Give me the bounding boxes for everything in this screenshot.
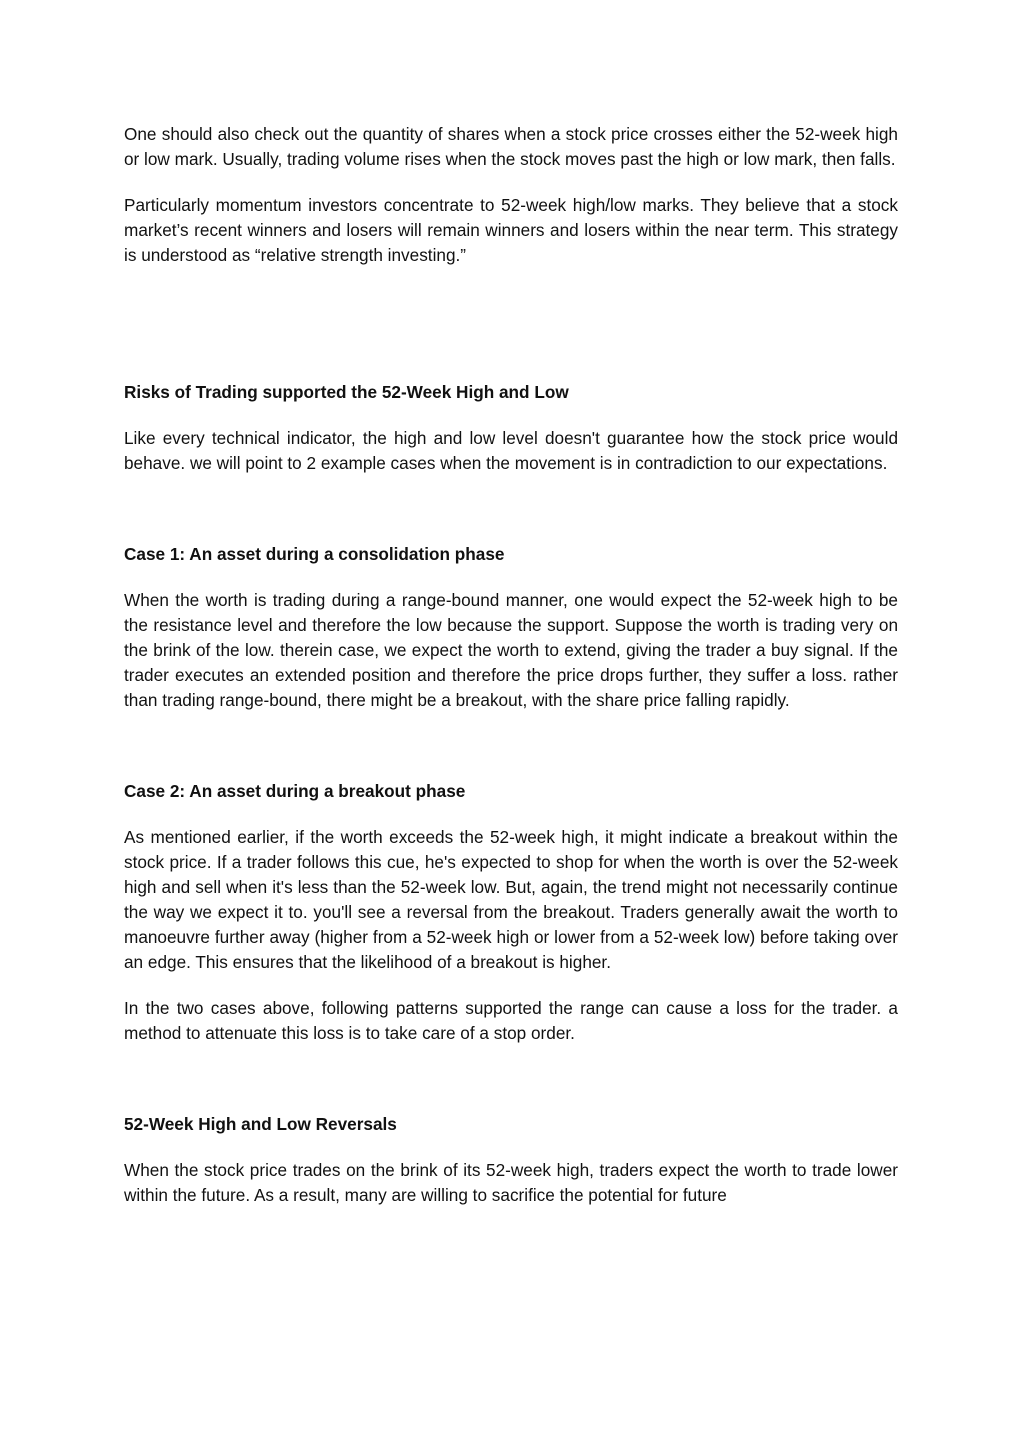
reversals-paragraph: When the stock price trades on the brink of its 52-week high, traders expect the worth to trade lower within the future. As a result, many are willing to sacrifice the potential for future — [124, 1160, 898, 1205]
risks-heading: Risks of Trading supported the 52-Week High and Low — [124, 382, 569, 402]
reversals-heading: 52-Week High and Low Reversals — [124, 1114, 397, 1134]
intro-paragraph-momentum: Particularly momentum investors concentrate to 52-week high/low marks. They believe that a stock market’s recent winners and losers will remain winners and losers within the near term. This strategy is understood as “relative strength investing.” — [124, 195, 898, 265]
intro-paragraph-volume: One should also check out the quantity of shares when a stock price crosses either the 52-week high or low mark. Usually, trading volume rises when the stock moves past the high or low mark, then falls. — [124, 124, 898, 169]
document-page — [124, 122, 898, 1208]
case1-heading: Case 1: An asset during a consolidation phase — [124, 544, 505, 564]
case2-followup-paragraph: In the two cases above, following patterns supported the range can cause a loss for the trader. a method to attenuate this loss is to take care of a stop order. — [124, 998, 898, 1043]
case1-paragraph: When the worth is trading during a range-bound manner, one would expect the 52-week high to be the resistance level and therefore the low because the support. Suppose the worth is trading very on the brink of the low. therein case, we expect the worth to extend, giving the trader a buy signal. If the trader executes an extended position and therefore the price drops further, they suffer a loss. rather than trading range-bound, there might be a breakout, with the share price falling rapidly. — [124, 590, 898, 710]
case2-paragraph: As mentioned earlier, if the worth exceeds the 52-week high, it might indicate a breakout within the stock price. If a trader follows this cue, he's expected to shop for when the worth is over the 52-week high and sell when it's less than the 52-week low. But, again, the trend might not necessarily continue the way we expect it to. you'll see a reversal from the breakout. Traders generally await the worth to manoeuvre further away (higher from a 52-week high or lower from a 52-week low) before taking over an edge. This ensures that the likelihood of a breakout is higher. — [124, 827, 898, 972]
risks-paragraph: Like every technical indicator, the high and low level doesn't guarantee how the stock price would behave. we will point to 2 example cases when the movement is in contradiction to our expectations. — [124, 428, 898, 473]
case2-heading: Case 2: An asset during a breakout phase — [124, 781, 466, 801]
